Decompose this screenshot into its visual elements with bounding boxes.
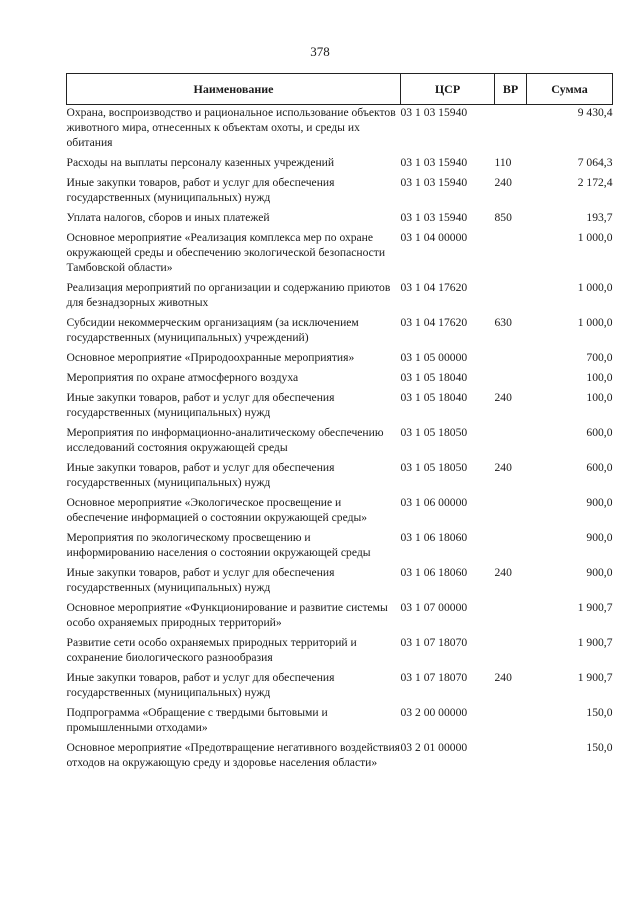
row-name: Основное мероприятие «Природоохранные мероприятия» bbox=[66, 351, 355, 364]
row-csr-code: 03 1 04 17620 bbox=[400, 281, 468, 294]
table-row bbox=[67, 230, 613, 280]
row-name: Иные закупки товаров, работ и услуг для обеспечения государственных (муниципальных) нужд bbox=[66, 391, 335, 419]
row-vr-code: 240 bbox=[494, 566, 512, 579]
row-sum: 100,0 bbox=[586, 391, 613, 404]
table-row bbox=[67, 495, 613, 530]
row-name: Иные закупки товаров, работ и услуг для обеспечения государственных (муниципальных) нужд bbox=[66, 461, 335, 489]
row-vr-code: 850 bbox=[494, 211, 512, 224]
row-sum: 1 900,7 bbox=[577, 636, 613, 649]
row-name: Мероприятия по информационно-аналитическому обеспечению исследований состояния окружающей среды bbox=[66, 426, 384, 454]
row-csr-code: 03 1 05 18050 bbox=[400, 426, 468, 439]
row-csr-code: 03 1 05 00000 bbox=[400, 351, 468, 364]
page-number: 378 bbox=[310, 44, 330, 59]
row-name: Иные закупки товаров, работ и услуг для обеспечения государственных (муниципальных) нужд bbox=[66, 671, 335, 699]
row-vr-code bbox=[495, 280, 527, 315]
row-vr-code bbox=[495, 350, 527, 370]
row-csr-code: 03 1 04 00000 bbox=[400, 231, 468, 244]
row-sum: 900,0 bbox=[586, 531, 613, 544]
row-vr-code bbox=[495, 105, 527, 156]
row-csr-code: 03 1 03 15940 bbox=[400, 176, 468, 189]
row-vr-code bbox=[495, 705, 527, 740]
row-name: Расходы на выплаты персоналу казенных учреждений bbox=[66, 156, 335, 169]
row-sum: 900,0 bbox=[586, 566, 613, 579]
table-row bbox=[67, 210, 613, 230]
table-row bbox=[67, 350, 613, 370]
row-name: Основное мероприятие «Экологическое просвещение и обеспечение информацией о состоянии окружающей среды» bbox=[66, 496, 368, 524]
row-csr-code: 03 1 07 00000 bbox=[400, 601, 468, 614]
header-csr: ЦСР bbox=[401, 74, 495, 105]
row-sum: 1 900,7 bbox=[577, 671, 613, 684]
row-name: Иные закупки товаров, работ и услуг для обеспечения государственных (муниципальных) нужд bbox=[66, 566, 335, 594]
row-name: Мероприятия по экологическому просвещению и информированию населения о состоянии окружающей среды bbox=[66, 531, 371, 559]
table-row bbox=[67, 460, 613, 495]
table-row bbox=[67, 425, 613, 460]
row-vr-code bbox=[495, 230, 527, 280]
row-name: Уплата налогов, сборов и иных платежей bbox=[66, 211, 270, 224]
row-csr-code: 03 2 00 00000 bbox=[400, 706, 468, 719]
row-csr-code: 03 1 03 15940 bbox=[400, 106, 468, 119]
table-body bbox=[67, 105, 613, 776]
row-sum: 1 900,7 bbox=[577, 601, 613, 614]
row-csr-code: 03 1 06 18060 bbox=[400, 531, 468, 544]
row-sum: 900,0 bbox=[586, 496, 613, 509]
row-sum: 1 000,0 bbox=[577, 231, 613, 244]
row-csr-code: 03 1 05 18040 bbox=[400, 371, 468, 384]
row-csr-code: 03 1 03 15940 bbox=[400, 156, 468, 169]
row-name: Основное мероприятие «Реализация комплекса мер по охране окружающей среды и обеспечению экологической безопасности Тамбовской области» bbox=[66, 231, 386, 274]
row-csr-code: 03 1 05 18050 bbox=[400, 461, 468, 474]
row-vr-code: 240 bbox=[494, 461, 512, 474]
row-vr-code: 240 bbox=[494, 391, 512, 404]
row-csr-code: 03 2 01 00000 bbox=[400, 741, 468, 754]
table-row bbox=[67, 105, 613, 156]
row-vr-code: 630 bbox=[494, 316, 512, 329]
row-vr-code bbox=[495, 530, 527, 565]
table-row bbox=[67, 175, 613, 210]
row-csr-code: 03 1 05 18040 bbox=[400, 391, 468, 404]
table-row bbox=[67, 740, 613, 775]
row-sum: 193,7 bbox=[586, 211, 613, 224]
row-name: Основное мероприятие «Функционирование и развитие системы особо охраняемых природных территорий» bbox=[66, 601, 388, 629]
row-csr-code: 03 1 04 17620 bbox=[400, 316, 468, 329]
budget-table bbox=[66, 73, 613, 775]
row-name: Основное мероприятие «Предотвращение негативного воздействия отходов на окружающую среду и здоровье населения области» bbox=[66, 741, 401, 769]
row-sum: 2 172,4 bbox=[577, 176, 613, 189]
row-vr-code: 240 bbox=[494, 176, 512, 189]
row-name: Реализация мероприятий по организации и содержанию приютов для безнадзорных животных bbox=[66, 281, 391, 309]
row-csr-code: 03 1 06 18060 bbox=[400, 566, 468, 579]
row-csr-code: 03 1 07 18070 bbox=[400, 671, 468, 684]
row-sum: 600,0 bbox=[586, 461, 613, 474]
table-row bbox=[67, 705, 613, 740]
row-sum: 1 000,0 bbox=[577, 316, 613, 329]
row-vr-code bbox=[495, 425, 527, 460]
header-name: Наименование bbox=[67, 74, 401, 105]
row-vr-code bbox=[495, 600, 527, 635]
row-name: Развитие сети особо охраняемых природных территорий и сохранение биологического разнообразия bbox=[66, 636, 357, 664]
row-name: Мероприятия по охране атмосферного воздуха bbox=[66, 371, 299, 384]
table-row bbox=[67, 155, 613, 175]
row-vr-code bbox=[495, 370, 527, 390]
row-sum: 7 064,3 bbox=[577, 156, 613, 169]
row-vr-code bbox=[495, 495, 527, 530]
row-csr-code: 03 1 03 15940 bbox=[400, 211, 468, 224]
row-csr-code: 03 1 07 18070 bbox=[400, 636, 468, 649]
row-sum: 150,0 bbox=[586, 741, 613, 754]
row-vr-code: 110 bbox=[494, 156, 512, 169]
table-row bbox=[67, 280, 613, 315]
row-name: Подпрограмма «Обращение с твердыми бытовыми и промышленными отходами» bbox=[66, 706, 328, 734]
table-row bbox=[67, 370, 613, 390]
table-row bbox=[67, 390, 613, 425]
row-sum: 9 430,4 bbox=[577, 106, 613, 119]
row-csr-code: 03 1 06 00000 bbox=[400, 496, 468, 509]
table-row bbox=[67, 565, 613, 600]
row-name: Субсидии некоммерческим организациям (за исключением государственных (муниципальных) учреждений) bbox=[66, 316, 359, 344]
row-sum: 600,0 bbox=[586, 426, 613, 439]
table-row bbox=[67, 600, 613, 635]
row-vr-code bbox=[495, 740, 527, 775]
header-vr: ВР bbox=[495, 74, 527, 105]
row-name: Охрана, воспроизводство и рациональное использование объектов животного мира, отнесенных к объектам охоты, и среды их обитания bbox=[66, 106, 396, 149]
table-row bbox=[67, 670, 613, 705]
table-row bbox=[67, 530, 613, 565]
row-sum: 100,0 bbox=[586, 371, 613, 384]
row-sum: 700,0 bbox=[586, 351, 613, 364]
row-sum: 1 000,0 bbox=[577, 281, 613, 294]
table-row bbox=[67, 635, 613, 670]
row-vr-code bbox=[495, 635, 527, 670]
table-header bbox=[67, 74, 613, 105]
header-sum: Сумма bbox=[527, 74, 613, 105]
row-name: Иные закупки товаров, работ и услуг для обеспечения государственных (муниципальных) нужд bbox=[66, 176, 335, 204]
table-row bbox=[67, 315, 613, 350]
row-sum: 150,0 bbox=[586, 706, 613, 719]
row-vr-code: 240 bbox=[494, 671, 512, 684]
